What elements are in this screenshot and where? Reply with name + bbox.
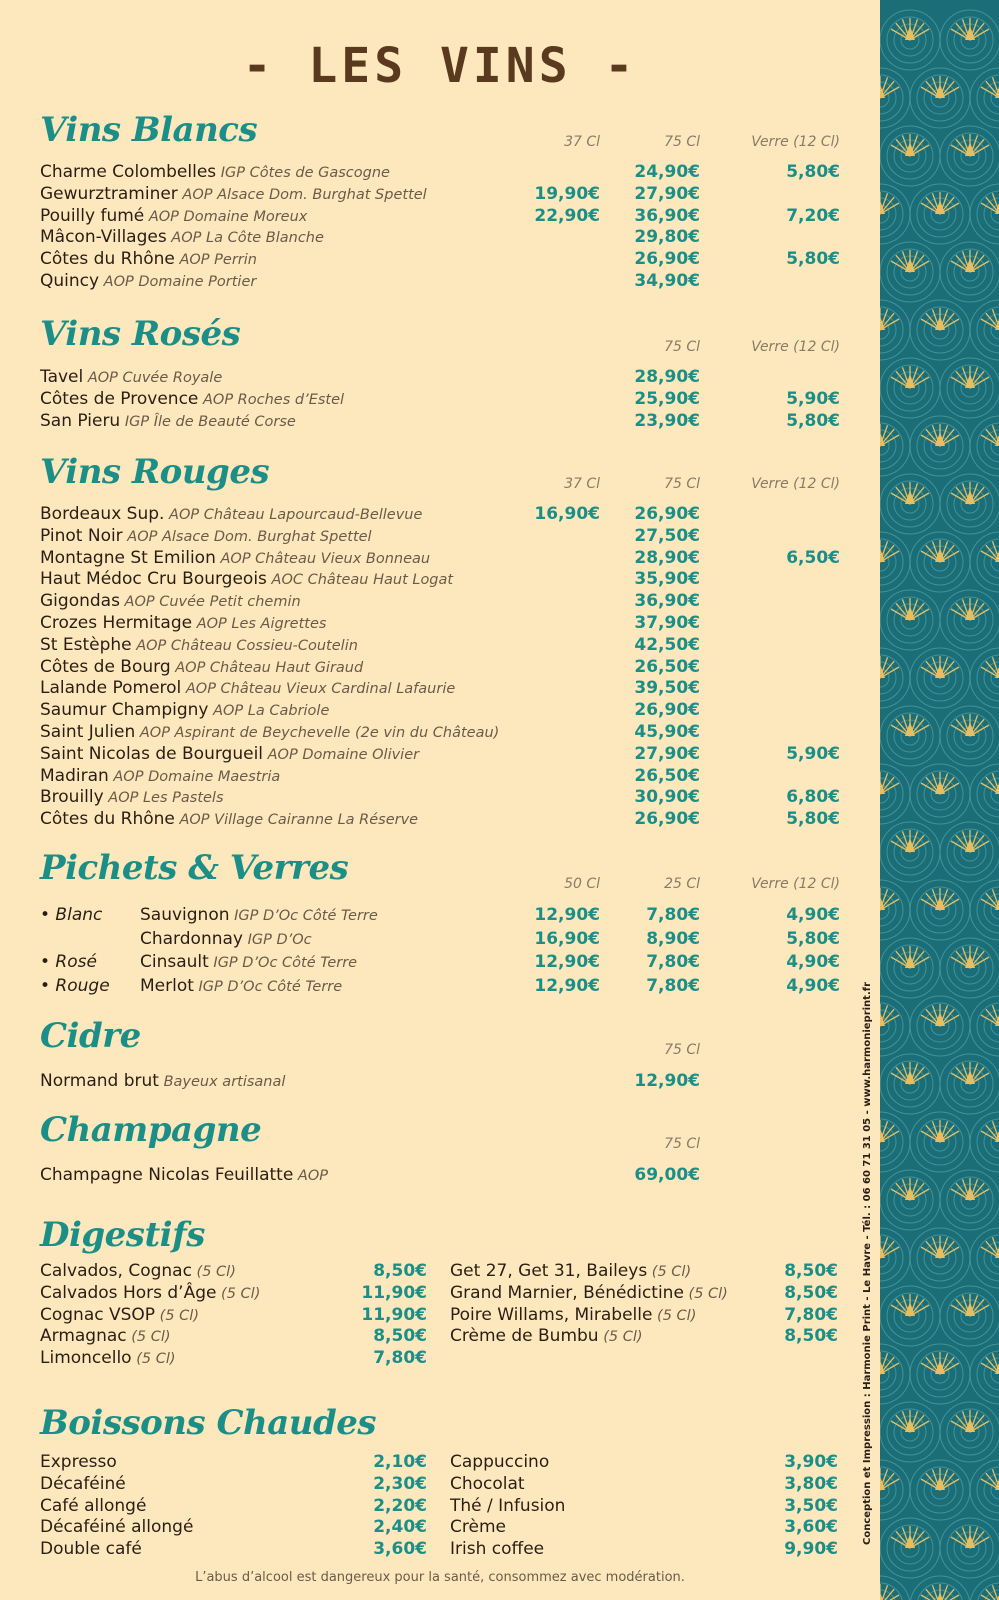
drink-price: 9,90€ xyxy=(784,1539,838,1560)
wine-name: Tavel xyxy=(40,367,84,387)
price-col2: 26,50€ xyxy=(634,656,700,677)
wine-appellation: AOP Alsace Dom. Burghat Spettel xyxy=(122,528,372,545)
price-col2: 27,50€ xyxy=(634,525,700,546)
wine-appellation: AOP Village Cairanne La Réserve xyxy=(174,812,419,829)
price-col2: 24,90€ xyxy=(634,162,700,182)
decorative-side-panel xyxy=(880,0,999,1600)
section-title-chaudes: Boissons Chaudes xyxy=(40,1403,377,1443)
wine-appellation: AOC Château Haut Logat xyxy=(266,572,454,589)
drink-row xyxy=(450,1496,565,1518)
wine-row xyxy=(40,700,329,722)
wine-appellation: AOP Cuvée Royale xyxy=(83,370,223,386)
drink-row xyxy=(450,1539,544,1561)
drink-row xyxy=(40,1283,260,1305)
wine-name: Champagne Nicolas Feuillatte xyxy=(40,1165,294,1185)
price-glass: 4,90€ xyxy=(786,952,840,972)
wine-row xyxy=(40,809,418,831)
wine-name: Saumur Champigny xyxy=(40,700,209,721)
wine-appellation: AOP La Côte Blanche xyxy=(166,230,324,247)
wine-row xyxy=(40,367,222,389)
drink-row xyxy=(40,1517,193,1539)
wine-appellation: AOP Aspirant de Beychevelle (2e vin du Château) xyxy=(135,725,500,741)
price-glass: 5,90€ xyxy=(786,388,840,409)
price-glass: 4,90€ xyxy=(786,975,840,996)
wine-name: Côtes du Rhône xyxy=(40,809,175,830)
wine-appellation: AOP Cuvée Petit chemin xyxy=(119,594,301,611)
wine-row xyxy=(40,591,301,613)
drink-name: Crème xyxy=(450,1517,506,1538)
wine-name: Côtes de Bourg xyxy=(40,656,171,677)
section-title-blancs: Vins Blancs xyxy=(40,110,258,150)
drink-name: Cognac VSOP xyxy=(40,1304,156,1325)
pitcher-category: • Blanc xyxy=(40,905,103,925)
wine-row xyxy=(40,657,363,679)
drink-row xyxy=(40,1261,236,1283)
wine-name: Saint Julien xyxy=(40,722,136,742)
drink-price: 8,50€ xyxy=(784,1261,838,1281)
price-col2: 37,90€ xyxy=(634,613,700,633)
drink-name: Grand Marnier, Bénédictine xyxy=(450,1282,684,1303)
wine-appellation: IGP D’Oc xyxy=(242,931,312,948)
price-col2: 7,80€ xyxy=(646,952,700,972)
drink-price: 7,80€ xyxy=(784,1304,838,1325)
wine-appellation: IGP Île de Beauté Corse xyxy=(120,413,296,430)
pitcher-category: • Rosé xyxy=(40,952,97,972)
wine-appellation: AOP Château Lapourcaud-Bellevue xyxy=(164,507,423,523)
column-header-cidre: 75 Cl xyxy=(664,1042,700,1058)
drink-name: Expresso xyxy=(40,1452,117,1472)
price-col2: 8,90€ xyxy=(646,928,700,949)
section-title-pichets: Pichets & Verres xyxy=(40,848,349,888)
drink-name: Thé / Infusion xyxy=(450,1495,566,1516)
price-col2: 26,90€ xyxy=(634,700,700,721)
drink-size: (5 Cl) xyxy=(598,1329,643,1346)
fan-pattern-icon xyxy=(880,0,999,1600)
wine-name: Crozes Hermitage xyxy=(40,613,193,633)
price-col2: 12,90€ xyxy=(634,1071,700,1091)
wine-row xyxy=(40,184,427,206)
drink-name: Get 27, Get 31, Baileys xyxy=(450,1261,648,1281)
price-col2: 26,50€ xyxy=(634,765,700,786)
price-col2: 42,50€ xyxy=(634,634,700,655)
price-col2: 35,90€ xyxy=(634,569,700,590)
wine-appellation: AOP Domaine Maestria xyxy=(108,768,281,785)
wine-appellation: AOP Alsace Dom. Burghat Spettel xyxy=(177,186,427,203)
drink-price: 11,90€ xyxy=(361,1282,427,1303)
wine-appellation: AOP Château Vieux Cardinal Lafaurie xyxy=(181,681,456,698)
wine-name: Quincy xyxy=(40,271,100,291)
column-header-pichets: 25 Cl xyxy=(664,876,700,892)
price-col1: 16,90€ xyxy=(534,504,600,524)
drink-name: Chocolat xyxy=(450,1473,525,1494)
wine-row xyxy=(40,1071,285,1093)
drink-price: 3,60€ xyxy=(784,1517,838,1538)
section-title-rouges: Vins Rouges xyxy=(40,452,270,492)
column-header-rouges: 37 Cl xyxy=(564,476,600,492)
drink-price: 3,80€ xyxy=(784,1473,838,1494)
drink-row xyxy=(450,1283,728,1305)
price-col2: 45,90€ xyxy=(634,722,700,742)
drink-row xyxy=(40,1305,199,1327)
wine-row xyxy=(40,1165,328,1187)
section-title-digestifs: Digestifs xyxy=(40,1215,205,1255)
drink-size: (5 Cl) xyxy=(683,1285,728,1302)
wine-name: Merlot xyxy=(140,975,194,996)
wine-appellation: AOP Les Aigrettes xyxy=(192,616,327,632)
price-col1: 12,90€ xyxy=(534,905,600,925)
drink-price: 3,50€ xyxy=(784,1495,838,1516)
drink-name: Décaféiné xyxy=(40,1473,126,1494)
price-col1: 19,90€ xyxy=(534,183,600,204)
wine-name: Chardonnay xyxy=(140,928,243,949)
drink-price: 3,60€ xyxy=(373,1539,427,1560)
drink-price: 8,50€ xyxy=(373,1261,427,1281)
drink-price: 2,30€ xyxy=(373,1473,427,1494)
alcohol-warning: L’abus d’alcool est dangereux pour la santé, consommez avec modération. xyxy=(195,1570,685,1585)
drink-name: Crème de Bumbu xyxy=(450,1326,599,1347)
drink-name: Calvados Hors d’Âge xyxy=(40,1282,217,1303)
wine-row xyxy=(40,504,422,526)
column-header-blancs: 37 Cl xyxy=(564,134,600,150)
price-col2: 28,90€ xyxy=(634,367,700,387)
price-col2: 7,80€ xyxy=(646,905,700,925)
wine-name: Pinot Noir xyxy=(40,525,123,546)
drink-row xyxy=(40,1326,171,1348)
drink-name: Poire Willams, Mirabelle xyxy=(450,1304,653,1325)
price-col2: 27,90€ xyxy=(634,743,700,764)
price-glass: 5,80€ xyxy=(786,809,840,830)
section-title-champagne: Champagne xyxy=(40,1110,262,1150)
price-col1: 12,90€ xyxy=(534,952,600,972)
column-header-rouges: Verre (12 Cl) xyxy=(751,476,840,492)
wine-appellation: AOP xyxy=(293,1168,328,1184)
price-glass: 5,80€ xyxy=(786,410,840,431)
price-col2: 23,90€ xyxy=(634,410,700,431)
page-title: - LES VINS - xyxy=(242,38,638,94)
drink-name: Café allongé xyxy=(40,1495,147,1516)
drink-size: (5 Cl) xyxy=(155,1307,199,1324)
column-header-rouges: 75 Cl xyxy=(664,476,700,492)
drink-size: (5 Cl) xyxy=(191,1264,236,1280)
price-col1: 12,90€ xyxy=(534,975,600,996)
drink-price: 8,50€ xyxy=(373,1326,427,1347)
wine-row xyxy=(40,389,344,411)
drink-name: Cappuccino xyxy=(450,1452,550,1472)
wine-name: Mâcon-Villages xyxy=(40,227,167,248)
wine-appellation: IGP D’Oc Côté Terre xyxy=(229,908,378,924)
price-col2: 36,90€ xyxy=(634,205,700,226)
drink-name: Double café xyxy=(40,1539,142,1560)
column-header-pichets: Verre (12 Cl) xyxy=(751,876,840,892)
wine-name: Gigondas xyxy=(40,591,120,612)
print-credit: Conception et Impression : Harmonie Print - Le Havre - Tél. : 06 60 71 31 05 - www.harmonieprint.fr xyxy=(862,981,873,1545)
wine-row xyxy=(40,744,419,766)
price-glass: 7,20€ xyxy=(786,205,840,226)
wine-appellation: IGP Côtes de Gascogne xyxy=(216,165,390,181)
drink-price: 11,90€ xyxy=(361,1304,427,1325)
wine-row xyxy=(40,635,358,657)
wine-name: Brouilly xyxy=(40,787,104,808)
wine-name: Bordeaux Sup. xyxy=(40,504,165,524)
drink-name: Irish coffee xyxy=(450,1539,545,1560)
wine-row xyxy=(40,787,224,809)
wine-name: Saint Nicolas de Bourgueil xyxy=(40,743,264,764)
drink-price: 8,50€ xyxy=(784,1282,838,1303)
drink-size: (5 Cl) xyxy=(126,1329,171,1346)
drink-price: 2,20€ xyxy=(373,1495,427,1516)
wine-row xyxy=(40,249,257,271)
column-header-roses: 75 Cl xyxy=(664,339,700,355)
wine-appellation: AOP Domaine Olivier xyxy=(263,746,420,763)
drink-size: (5 Cl) xyxy=(647,1264,692,1280)
wine-row xyxy=(40,162,390,184)
wine-name: Montagne St Emilion xyxy=(40,547,216,568)
wine-appellation: AOP Roches d’Estel xyxy=(198,391,345,408)
drink-row xyxy=(450,1474,525,1496)
drink-name: Armagnac xyxy=(40,1326,127,1347)
wine-row xyxy=(40,411,296,433)
price-col1: 22,90€ xyxy=(534,205,600,226)
drink-row xyxy=(450,1261,691,1283)
wine-name: Normand brut xyxy=(40,1071,159,1091)
wine-name: Charme Colombelles xyxy=(40,162,217,182)
drink-price: 2,40€ xyxy=(373,1517,427,1538)
drink-size: (5 Cl) xyxy=(131,1351,176,1368)
wine-name: Madiran xyxy=(40,765,109,786)
wine-appellation: AOP La Cabriole xyxy=(208,703,330,720)
wine-row xyxy=(40,548,430,570)
price-glass: 5,80€ xyxy=(786,928,840,949)
column-header-blancs: 75 Cl xyxy=(664,134,700,150)
wine-appellation: AOP Les Pastels xyxy=(103,790,224,807)
wine-appellation: IGP D’Oc Côté Terre xyxy=(208,955,358,971)
drink-name: Décaféiné allongé xyxy=(40,1517,194,1538)
price-col2: 69,00€ xyxy=(634,1165,700,1185)
column-header-champagne: 75 Cl xyxy=(664,1136,700,1152)
pitcher-row xyxy=(140,952,357,972)
column-header-pichets: 50 Cl xyxy=(564,876,600,892)
price-col2: 39,50€ xyxy=(634,678,700,699)
drink-row xyxy=(40,1452,117,1474)
wine-name: Cinsault xyxy=(140,952,209,972)
price-glass: 4,90€ xyxy=(786,905,840,925)
price-col2: 29,80€ xyxy=(634,227,700,248)
drink-row xyxy=(40,1348,176,1370)
wine-appellation: AOP Perrin xyxy=(174,252,257,269)
price-col2: 7,80€ xyxy=(646,975,700,996)
price-glass: 6,50€ xyxy=(786,547,840,568)
price-col2: 26,90€ xyxy=(634,809,700,830)
pitcher-row xyxy=(140,976,342,996)
price-col1: 16,90€ xyxy=(534,928,600,949)
pitcher-row xyxy=(140,929,312,949)
price-col2: 25,90€ xyxy=(634,388,700,409)
wine-name: Côtes du Rhône xyxy=(40,249,175,270)
wine-row xyxy=(40,678,455,700)
drink-row xyxy=(450,1305,696,1327)
drink-price: 7,80€ xyxy=(373,1348,427,1369)
section-title-cidre: Cidre xyxy=(40,1016,141,1056)
wine-appellation: AOP Château Vieux Bonneau xyxy=(215,550,431,567)
price-glass: 5,80€ xyxy=(786,249,840,270)
wine-row xyxy=(40,722,499,744)
wine-name: Haut Médoc Cru Bourgeois xyxy=(40,569,267,590)
drink-row xyxy=(450,1452,549,1474)
wine-row xyxy=(40,613,326,635)
wine-row xyxy=(40,227,324,249)
drink-price: 3,90€ xyxy=(784,1452,838,1472)
wine-row xyxy=(40,569,453,591)
wine-appellation: AOP Château Haut Giraud xyxy=(170,659,364,676)
wine-appellation: AOP Domaine Portier xyxy=(99,274,257,290)
drink-row xyxy=(450,1517,506,1539)
drink-row xyxy=(40,1539,142,1561)
pitcher-category: • Rouge xyxy=(40,975,110,996)
drink-row xyxy=(450,1326,643,1348)
price-col2: 26,90€ xyxy=(634,249,700,270)
section-title-roses: Vins Rosés xyxy=(40,314,241,354)
wine-name: Gewurztraminer xyxy=(40,183,178,204)
wine-appellation: AOP Château Cossieu-Coutelin xyxy=(131,637,358,654)
wine-name: Lalande Pomerol xyxy=(40,678,182,699)
price-glass: 5,80€ xyxy=(786,162,840,182)
price-glass: 5,90€ xyxy=(786,743,840,764)
drink-row xyxy=(40,1496,146,1518)
wine-row xyxy=(40,766,280,788)
price-col2: 34,90€ xyxy=(634,271,700,291)
drink-size: (5 Cl) xyxy=(216,1285,261,1302)
wine-name: Sauvignon xyxy=(140,905,230,925)
wine-appellation: IGP D’Oc Côté Terre xyxy=(193,978,343,995)
wine-appellation: AOP Domaine Moreux xyxy=(144,208,308,225)
wine-row xyxy=(40,206,307,228)
price-col2: 28,90€ xyxy=(634,547,700,568)
wine-appellation: Bayeux artisanal xyxy=(158,1074,286,1090)
wine-name: San Pieru xyxy=(40,410,121,431)
price-col2: 26,90€ xyxy=(634,504,700,524)
drink-price: 8,50€ xyxy=(784,1326,838,1347)
drink-price: 2,10€ xyxy=(373,1452,427,1472)
drink-name: Calvados, Cognac xyxy=(40,1261,192,1281)
drink-name: Limoncello xyxy=(40,1348,132,1369)
drink-row xyxy=(40,1474,126,1496)
wine-name: Côtes de Provence xyxy=(40,388,199,409)
wine-row xyxy=(40,271,256,293)
wine-name: St Estèphe xyxy=(40,634,132,655)
drink-size: (5 Cl) xyxy=(652,1307,697,1324)
column-header-roses: Verre (12 Cl) xyxy=(751,339,840,355)
price-col2: 36,90€ xyxy=(634,591,700,612)
price-col2: 27,90€ xyxy=(634,183,700,204)
pitcher-row xyxy=(140,905,378,925)
wine-name: Pouilly fumé xyxy=(40,205,145,226)
price-glass: 6,80€ xyxy=(786,787,840,808)
price-col2: 30,90€ xyxy=(634,787,700,808)
column-header-blancs: Verre (12 Cl) xyxy=(751,134,840,150)
wine-row xyxy=(40,526,372,548)
